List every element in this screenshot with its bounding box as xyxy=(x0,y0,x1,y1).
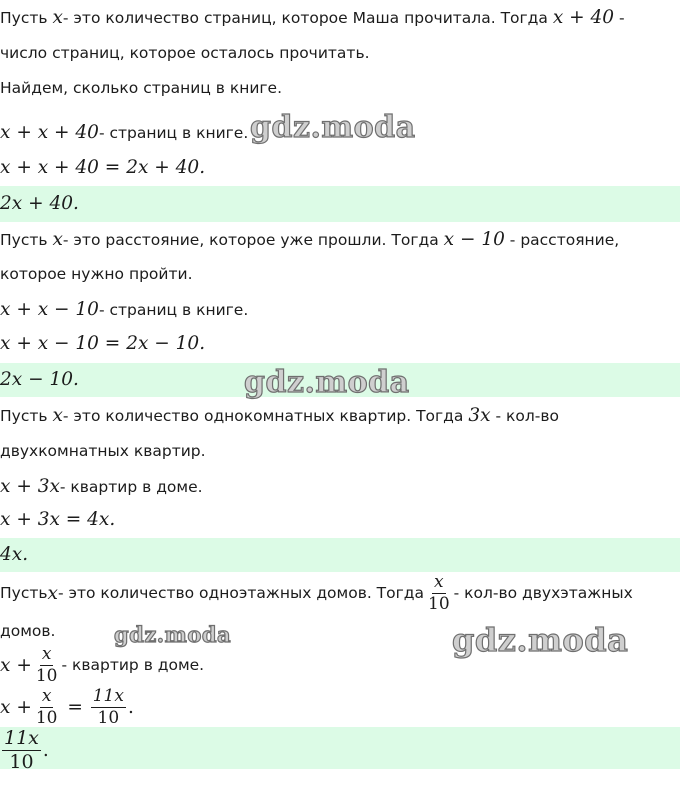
p2-line-1-pre: Пусть xyxy=(0,231,53,249)
p1-line-3: Найдем, сколько страниц в книге. xyxy=(0,79,283,97)
p1-line-5: x + x + 40 = 2x + 40. xyxy=(0,157,206,178)
p2-line-1-mid: - это расстояние, которое уже прошли. Тогда xyxy=(62,231,444,249)
p4-fraction-2-den: 10 xyxy=(35,665,58,686)
p4-line-1-post: - кол-во двухэтажных xyxy=(453,584,633,602)
p3-line-1 xyxy=(0,405,559,426)
p4-line-4-end: . xyxy=(127,696,134,718)
p1-line-1-post: - xyxy=(614,9,625,27)
p4-answer-den: 10 xyxy=(9,751,34,769)
p4-answer-end: . xyxy=(42,740,49,761)
p4-answer-num: 11x xyxy=(4,727,39,749)
p2-answer: 2x − 10. xyxy=(0,369,79,390)
p3-line-3-text: - квартир в доме. xyxy=(59,478,203,496)
p1-line-1 xyxy=(0,7,625,28)
p1-line-4 xyxy=(0,122,248,143)
watermark-4: gdz.moda xyxy=(452,621,629,659)
p3-line-2: двухкомнатных квартир. xyxy=(0,442,206,460)
p4-fraction-2-num: x xyxy=(41,643,52,664)
p2-line-3-text: - страниц в книге. xyxy=(98,301,249,319)
p4-line-1-mid: - это количество одноэтажных домов. Тогда xyxy=(57,584,424,602)
p3-line-3 xyxy=(0,476,203,497)
p4-fraction-4 xyxy=(91,685,126,728)
p2-var: x xyxy=(52,229,63,250)
p1-expr: x + 40 xyxy=(552,7,615,28)
p2-line-3 xyxy=(0,299,248,320)
p3-line-1-pre: Пусть xyxy=(0,407,53,425)
p2-line-1 xyxy=(0,229,619,250)
p4-fraction-1 xyxy=(426,571,452,614)
p2-line-4: x + x − 10 = 2x − 10. xyxy=(0,333,206,354)
watermark-3: gdz.moda xyxy=(114,622,232,647)
p1-line-4-expr: x + x + 40 xyxy=(0,122,99,143)
p2-line-1-post: - расстояние, xyxy=(504,231,620,249)
p4-line-1 xyxy=(0,570,633,616)
p4-fraction-1-den: 10 xyxy=(428,593,450,614)
p3-line-4: x + 3x = 4x. xyxy=(0,509,116,530)
p1-answer: 2x + 40. xyxy=(0,193,79,214)
p3-answer: 4x. xyxy=(0,544,29,565)
p4-answer-fraction xyxy=(2,729,41,769)
p1-line-2: число страниц, которое осталось прочитать. xyxy=(0,44,370,62)
p3-var: x xyxy=(52,405,63,426)
p3-answer-box xyxy=(0,538,680,572)
p4-line-3-text: - квартир в доме. xyxy=(61,656,205,674)
p4-fraction-4-den: 10 xyxy=(97,707,120,728)
p4-line-4-pre: x + xyxy=(0,696,32,718)
p4-var: x xyxy=(47,582,58,604)
p3-expr: 3x xyxy=(468,405,491,426)
p1-answer-box xyxy=(0,186,680,222)
p4-line-4 xyxy=(0,684,134,730)
watermark-1: gdz.moda xyxy=(250,110,416,145)
p1-var: x xyxy=(52,7,63,28)
p4-answer-box xyxy=(0,727,680,769)
p3-line-3-expr: x + 3x xyxy=(0,476,60,497)
p4-fraction-3 xyxy=(34,685,60,728)
p1-line-1-mid: - это количество страниц, которое Маша прочитала. Тогда xyxy=(62,9,553,27)
p1-line-1-pre: Пусть xyxy=(0,9,53,27)
p4-line-3 xyxy=(0,642,204,688)
p4-fraction-3-den: 10 xyxy=(35,707,58,728)
p4-line-4-eq: = xyxy=(61,696,89,718)
p1-line-4-text: - страниц в книге. xyxy=(98,124,249,142)
p4-fraction-2 xyxy=(34,643,60,686)
p3-line-1-post: - кол-во xyxy=(490,407,559,425)
p4-fraction-1-num: x xyxy=(434,571,444,592)
p3-line-1-mid: - это количество однокомнатных квартир. Тогда xyxy=(62,407,469,425)
p4-fraction-4-num: 11x xyxy=(92,685,124,706)
p2-expr: x − 10 xyxy=(443,229,505,250)
p2-line-2: которое нужно пройти. xyxy=(0,265,193,283)
p4-line-2: домов. xyxy=(0,622,56,640)
p4-line-1-pre: Пусть xyxy=(0,584,48,602)
watermark-2: gdz.moda xyxy=(244,365,410,400)
p4-answer xyxy=(0,729,49,769)
p4-fraction-3-num: x xyxy=(41,685,52,706)
p4-line-3-pre: x + xyxy=(0,654,32,676)
p2-line-3-expr: x + x − 10 xyxy=(0,299,99,320)
